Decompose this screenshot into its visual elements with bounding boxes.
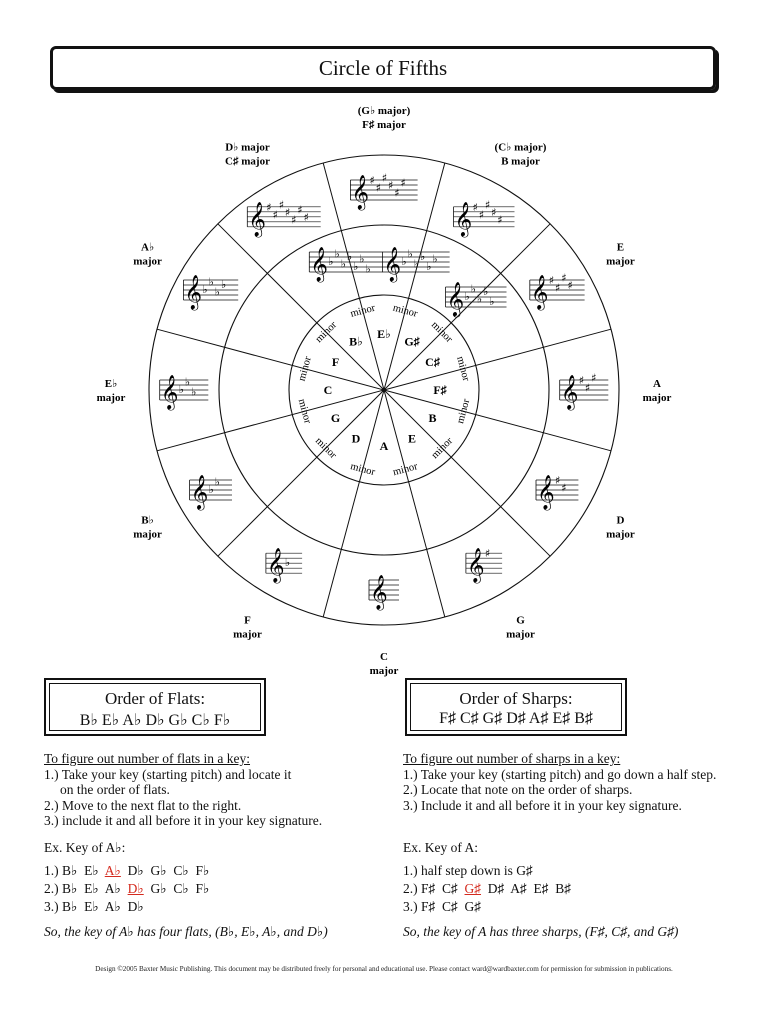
flat-accidental: ♭ — [214, 475, 220, 489]
sharp-accidental: ♯ — [303, 210, 309, 224]
flat-accidental: ♭ — [346, 250, 353, 263]
major-key-label: B major — [501, 155, 540, 168]
minor-key-name: G♯ — [404, 334, 420, 349]
flats-ex1-b: D♭ G♭ C♭ F♭ — [120, 863, 210, 878]
footer-copyright: Design ©2005 Baxter Music Publishing. This document may be distributed freely for personal and educational use. Please contact ward@wardbaxter.com for permission for submission in publications. — [95, 965, 673, 973]
sharps-step-1: 1.) Take your key (starting pitch) and go down a half step. — [403, 766, 717, 782]
flat-accidental: ♭ — [464, 290, 470, 303]
sharps-example-conclusion: So, the key of A has three sharps, (F♯, C♯, and G♯) — [403, 924, 679, 939]
sharp-accidental: ♯ — [591, 371, 597, 385]
major-key-label: major — [642, 392, 672, 404]
treble-clef-icon: 𝄞 — [351, 175, 370, 210]
flat-accidental: ♭ — [353, 260, 359, 273]
minor-label: minor — [455, 397, 473, 425]
sharp-accidental: ♯ — [484, 198, 491, 212]
key-signature-staff-outer — [454, 198, 515, 238]
sharp-accidental: ♯ — [561, 481, 567, 495]
order-of-flats-box — [44, 678, 266, 736]
flat-accidental: ♭ — [220, 278, 227, 291]
minor-label: minor — [391, 302, 419, 320]
flat-accidental: ♭ — [476, 292, 483, 306]
sharps-example-line-2 — [403, 880, 753, 898]
flats-step-3: 3.) include it and all before it in your key signature. — [44, 813, 323, 828]
key-signature-staff-outer — [536, 474, 578, 511]
flat-accidental: ♭ — [178, 383, 184, 396]
treble-clef-icon: 𝄞 — [160, 375, 179, 410]
sharp-accidental: ♯ — [584, 381, 591, 395]
key-signature-staff-outer — [247, 198, 320, 238]
key-signature-staff-outer — [160, 375, 209, 411]
sharps-instructions — [403, 751, 753, 813]
key-signature-staff-outer — [369, 575, 399, 611]
major-key-label: major — [369, 665, 399, 677]
order-of-sharps-box — [405, 678, 627, 736]
flat-accidental: ♭ — [426, 260, 432, 273]
major-key-label: major — [606, 528, 635, 541]
key-signature-staff-outer — [266, 548, 302, 584]
key-signature-staff-outer — [466, 547, 502, 584]
sharp-accidental: ♯ — [555, 474, 561, 487]
sharp-accidental: ♯ — [297, 203, 303, 217]
treble-clef-icon: 𝄞 — [530, 275, 549, 310]
flats-step-2: 2.) Move to the next flat to the right. — [44, 797, 242, 813]
treble-clef-icon: 𝄞 — [310, 247, 329, 282]
major-key-label: major — [133, 255, 162, 268]
minor-key-name: F♯ — [433, 383, 447, 397]
minor-label: minor — [454, 355, 472, 383]
minor-label: minor — [349, 461, 377, 479]
sharp-accidental: ♯ — [555, 281, 561, 295]
key-signature-staff-outer — [183, 275, 238, 311]
sharp-accidental: ♯ — [578, 374, 585, 387]
flat-accidental: ♭ — [407, 247, 413, 261]
page-title-text: Circle of Fifths — [318, 55, 448, 80]
flats-example-line-2 — [44, 880, 384, 898]
flats-instructions — [44, 751, 374, 829]
key-signature-staff-inner — [382, 247, 449, 283]
order-of-flats-list: B♭ E♭ A♭ D♭ G♭ C♭ F♭ — [79, 712, 231, 729]
minor-key-name: E — [407, 431, 417, 446]
flat-accidental: ♭ — [413, 257, 420, 271]
major-key-label: C — [380, 651, 388, 663]
sharp-accidental: ♯ — [491, 205, 497, 219]
minor-key-name: F — [331, 355, 340, 369]
minor-label: minor — [296, 355, 314, 383]
major-key-label: major — [606, 255, 635, 268]
sharp-accidental: ♯ — [375, 181, 381, 195]
wheel-lines — [149, 155, 619, 625]
major-key-label: D♭ major — [225, 141, 270, 154]
sharp-accidental: ♯ — [381, 171, 388, 185]
sharp-accidental: ♯ — [561, 271, 567, 285]
treble-clef-icon: 𝄞 — [454, 201, 473, 237]
minor-key-name: C — [323, 383, 333, 397]
flat-accidental: ♭ — [340, 257, 346, 271]
treble-clef-icon: 𝄞 — [370, 575, 388, 610]
major-key-label: (G♭ major) — [357, 105, 411, 117]
sharp-accidental: ♯ — [291, 213, 297, 227]
treble-clef-icon: 𝄞 — [266, 548, 285, 584]
major-key-label: F — [244, 614, 251, 627]
major-key-label: A♭ — [141, 241, 155, 254]
flat-accidental: ♭ — [202, 283, 208, 296]
flats-example-conclusion: So, the key of A♭ has four flats, (B♭, E♭, A♭, and D♭) — [44, 924, 328, 939]
order-of-sharps-list: F♯ C♯ G♯ D♯ A♯ E♯ B♯ — [439, 710, 593, 727]
major-key-label: major — [96, 392, 126, 404]
treble-clef-icon: 𝄞 — [466, 548, 485, 584]
flat-accidental: ♭ — [328, 255, 334, 268]
flats-ex2-highlight: D♭ — [127, 881, 144, 896]
flats-step-1: 1.) Take your key (starting pitch) and locate it — [44, 766, 292, 782]
treble-clef-icon: 𝄞 — [190, 475, 209, 510]
flats-instructions-heading: To figure out number of flats in a key: — [44, 751, 251, 766]
minor-label: minor — [313, 319, 340, 346]
sharp-accidental: ♯ — [388, 179, 394, 192]
sharp-accidental: ♯ — [400, 176, 406, 190]
major-key-label: A — [653, 378, 661, 390]
flat-accidental: ♭ — [184, 375, 191, 389]
minor-key-name: B♭ — [349, 334, 363, 349]
flat-accidental: ♭ — [489, 295, 495, 308]
flat-accidental: ♭ — [191, 385, 197, 399]
sharps-example-title: Ex. Key of A: — [403, 840, 478, 855]
sharps-example-line-3: 3.) F♯ C♯ G♯ — [403, 899, 482, 914]
sharp-accidental: ♯ — [478, 208, 485, 222]
minor-key-name: E♭ — [377, 327, 391, 341]
treble-clef-icon: 𝄞 — [248, 201, 267, 237]
major-key-label: D — [616, 514, 625, 527]
minor-key-name: D — [351, 431, 361, 446]
sharp-accidental: ♯ — [567, 279, 573, 292]
major-key-label: C♯ major — [225, 155, 270, 168]
key-signature-staff-inner — [309, 247, 382, 283]
flats-example — [44, 839, 384, 941]
flat-accidental: ♭ — [401, 255, 407, 268]
major-key-label: major — [133, 528, 162, 541]
flat-accidental: ♭ — [214, 285, 220, 299]
major-key-label: (C♭ major) — [494, 141, 547, 154]
flat-accidental: ♭ — [470, 282, 476, 296]
minor-label: minor — [391, 461, 419, 479]
minor-label: minor — [428, 319, 455, 346]
flats-example-line-3: 3.) B♭ E♭ A♭ D♭ — [44, 899, 144, 914]
sharp-accidental: ♯ — [497, 213, 503, 227]
sharps-step-2: 2.) Locate that note on the order of sharps. — [403, 782, 633, 797]
minor-key-name: G — [330, 411, 341, 425]
flat-accidental: ♭ — [208, 483, 214, 496]
flat-accidental: ♭ — [284, 556, 291, 570]
key-signature-staff-outer — [560, 372, 609, 412]
major-key-label: E — [616, 241, 625, 254]
key-signature-staff-inner — [446, 282, 507, 318]
order-of-sharps-heading: Order of Sharps: — [459, 689, 573, 708]
flat-accidental: ♭ — [359, 252, 365, 266]
treble-clef-icon: 𝄞 — [560, 375, 579, 410]
key-signature-staff-outer — [350, 172, 417, 212]
sharps-step-3: 3.) Include it and all before it in your key signature. — [403, 797, 682, 813]
sharp-accidental: ♯ — [266, 200, 272, 214]
sharps-ex2-a: 2.) F♯ C♯ — [403, 881, 465, 896]
key-signature-staff-outer — [190, 475, 232, 511]
sharp-accidental: ♯ — [272, 208, 278, 222]
sharp-accidental: ♯ — [548, 274, 555, 287]
sharp-accidental: ♯ — [394, 186, 400, 200]
flats-ex1-highlight: A♭ — [104, 863, 121, 878]
sharps-example-line-1: 1.) half step down is G♯ — [403, 863, 533, 878]
minor-key-name: C♯ — [425, 355, 440, 369]
treble-clef-icon: 𝄞 — [537, 475, 555, 510]
minor-key-name: B — [428, 411, 437, 425]
minor-label: minor — [349, 302, 377, 320]
major-key-label: F♯ major — [362, 119, 406, 131]
sharps-instructions-heading: To figure out number of sharps in a key: — [403, 751, 621, 766]
sharps-ex2-b: D♯ A♯ E♯ B♯ — [481, 881, 572, 896]
flats-example-line-1 — [44, 862, 384, 880]
minor-label: minor — [429, 435, 456, 462]
sharp-accidental: ♯ — [278, 198, 285, 212]
major-key-label: major — [233, 628, 262, 641]
flats-ex1-a: 1.) B♭ E♭ — [44, 863, 105, 878]
flat-accidental: ♭ — [483, 285, 489, 298]
flat-accidental: ♭ — [432, 252, 438, 266]
sector-divider — [157, 390, 384, 451]
treble-clef-icon: 𝄞 — [184, 275, 203, 310]
minor-label: minor — [295, 397, 313, 425]
sharp-accidental: ♯ — [284, 205, 291, 219]
flat-accidental: ♭ — [208, 275, 214, 289]
flat-accidental: ♭ — [420, 250, 426, 263]
wheel-center-dot — [382, 388, 386, 392]
flat-accidental: ♭ — [365, 262, 371, 276]
major-key-label: major — [506, 628, 535, 641]
sharp-accidental: ♯ — [484, 547, 491, 561]
sharps-example — [403, 839, 753, 941]
major-key-label: G — [516, 614, 525, 627]
key-signature-staff-outer — [530, 272, 585, 312]
flats-example-title: Ex. Key of A♭: — [44, 840, 126, 855]
treble-clef-icon: 𝄞 — [446, 282, 465, 317]
minor-label: minor — [312, 435, 339, 462]
minor-key-name: A — [379, 439, 389, 453]
flats-ex2-a: 2.) B♭ E♭ A♭ — [44, 881, 128, 896]
flats-ex2-b: G♭ C♭ F♭ — [143, 881, 210, 896]
flats-step-1b: on the order of flats. — [60, 782, 170, 797]
sharp-accidental: ♯ — [472, 200, 478, 214]
major-key-label: E♭ — [104, 378, 118, 390]
major-key-label: B♭ — [141, 514, 154, 527]
treble-clef-icon: 𝄞 — [383, 247, 402, 282]
sharps-ex2-highlight: G♯ — [464, 881, 482, 896]
flat-accidental: ♭ — [334, 247, 340, 261]
order-of-flats-heading: Order of Flats: — [104, 689, 206, 708]
sharp-accidental: ♯ — [369, 174, 375, 187]
